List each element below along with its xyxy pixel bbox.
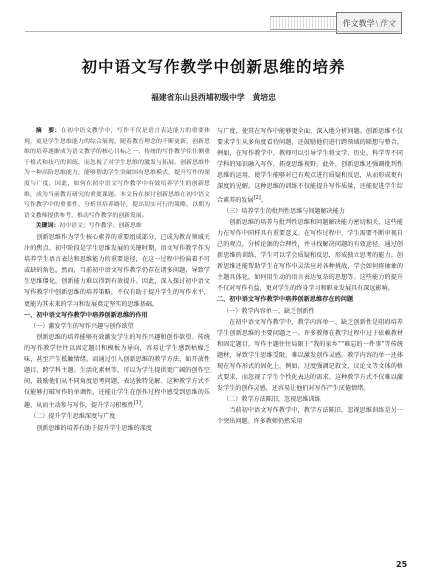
citation-2: [2] [253, 194, 261, 201]
subsection-3-heading: （三）培养学生的批判性思维与问题解决能力 [223, 207, 345, 215]
continued-paragraph [217, 126, 403, 206]
continued-text: 与广度，使其在写作中能够更全面、深入地分析问题。创新思维不仅要求学生从多角度看待问题，还鼓励他们进行跨领域的联想与整合。例如，在写作教学中，教师可以引导学生将文学、历史、科学等不同学科的知识融入写作，拓宽思维视野。此外，创新思维还强调批判性思维的运用，使学生能够对已有观点进行质疑和反思，从而形成更有深度的见解。这种思维的训练不仅能提升写作质量，还能促进学生综合素养的发展 [217, 128, 403, 204]
citation-1: [1] [133, 400, 141, 407]
author-line: 福建省东山县西埔初级中学 黄培忠 [151, 93, 276, 102]
keywords [24, 221, 210, 232]
section-2-heading: 二、初中语文写作教学中培养创新思维存在的问题 [217, 296, 354, 304]
divider-slash: \ [375, 18, 379, 28]
subsection-3-paragraph: 创新思维的培养与批判性思维和问题解决能力密切相关，这些能力在写作中同样具有重要意义。在写作过程中，学生需要不断审视自己的观点，分析论据的合理性，并寻找解决问题的有效途径。通过创新思维的训练，学生可以学会质疑和反思，形成独立思考的能力。创新思维还能帮助学生在写作中灵活应对各种挑战，学会如何将抽象的主题具体化，如何用生动的语言表达复杂的思想等。这些能力的提升不仅对写作有益，更对学生的终身学习和职业发展具有深远影响。 [217, 218, 403, 293]
subsection-4-paragraph: 在初中语文写作教学中，教学内容单一、缺乏创新性是阻碍培养学生创新思维的主要问题之一。许多教师在教学过程中过于依赖教材和固定题目，写作主题往往局限于“我的家乡”“难忘的一件事”等传统题材，导致学生思维受限，难以激发创作灵感。教学内容的单一还体现在写作形式的固化上，例如，过度强调记叙文、议论文等文体的格式要求，而忽视了学生个性化表达的需求。这种教学方式不仅难以激发学生的创作灵感，还容易让他们对写作产生厌倦情绪。 [217, 318, 403, 393]
keywords-text: 初中语文；写作教学；创新思维 [59, 223, 142, 230]
subsection-5-paragraph: 当前初中语文写作教学中，教学方法陈旧、忽视思维训练是另一个突出问题。许多教师仍然采用 [217, 407, 403, 426]
article-title: 初中语文写作教学中创新思维的培养 [81, 58, 346, 76]
keywords-lead: 关键词： [35, 223, 60, 230]
subsection-2-heading: （二）提升学生思维深度与广度 [30, 413, 116, 421]
subsection-2-paragraph: 创新思维的培养有助于提升学生思维的深度 [36, 424, 152, 432]
column-script-label: 作文 [379, 18, 396, 28]
left-column [24, 126, 210, 434]
page-number: 25 [396, 560, 408, 569]
subsection-5-heading: （二）教学方法陈旧，忽视思维训练 [223, 396, 321, 404]
subsection-1-heading: （一）激发学生的写作兴趣与创作欲望 [30, 322, 134, 330]
right-column [217, 126, 403, 428]
abstract [24, 126, 210, 221]
abstract-text: 在初中语文教学中，写作不仅是语言表达能力的重要体现，更是学生思维能力的综合展现。随着教育理念的不断更新，创新思维的培养逐渐成为语文教学的核心目标之一。传统的写作教学往往侧重于格式和技巧的训练，而忽视了对学生思维的激发与拓展。创新思维作为一种高阶思维能力，能够帮助学生突破固有思维模式，提升写作的深度与广度。因此，如何在初中语文写作教学中有效培养学生的创新思维，成为当前教育研究的重要课题。本文旨在探讨创新思维在初中语文写作教学中的重要性，分析其培养路径，提出切实可行的策略，以期为语文教师提供参考，推动写作教学的创新发展。 [24, 128, 211, 219]
subsection-4-heading: （一）教学内容单一、缺乏创新性 [223, 307, 315, 315]
abstract-lead: 摘 要： [35, 128, 61, 134]
column-label: 作文教学 [342, 18, 375, 28]
subsection-1-text: 创新思维的培养能够有效激发学生的写作兴趣和创作欲望。传统的写作教学往往以固定题目和模板为导向，容易让学生感到枯燥乏味，甚至产生抵触情绪。而通过引入创新思维的教学方法，如开放性题目、跨学科主题、生活化素材等，可以为学生提供更广阔的创作空间，鼓励他们从不同角度思考问题，表达独特见解。这种教学方式不仅能够打破写作的单调性，还能让学生在创作过程中感受到思维的乐趣，从而主动参与写作，提升学习积极性 [24, 333, 210, 410]
intro-paragraph: 创新思维作为学生核心素养的重要组成部分，已成为教育领域关注的焦点。初中阶段是学生思维发展的关键时期，语文写作教学作为培养学生语言表达和思维能力的重要途径，在这一过程中扮演着不可或缺的角色。然而，当前初中语文写作教学仍存在诸多问题，导致学生思维僵化，创新能力难以得到有效提升。因此，深入探讨初中语文写作教学中创新思维的培养策略，不仅有助于提升学生的写作水平，更能为其未来的学习和发展奠定坚实的思维基础。 [24, 233, 210, 308]
subsection-1-paragraph [24, 332, 210, 412]
header-rule [25, 31, 400, 32]
continued-end: 。 [260, 196, 267, 204]
subsection-1-end: 。 [140, 402, 147, 410]
section-1-heading: 一、初中语文写作教学中培养创新思维的作用 [24, 311, 148, 319]
